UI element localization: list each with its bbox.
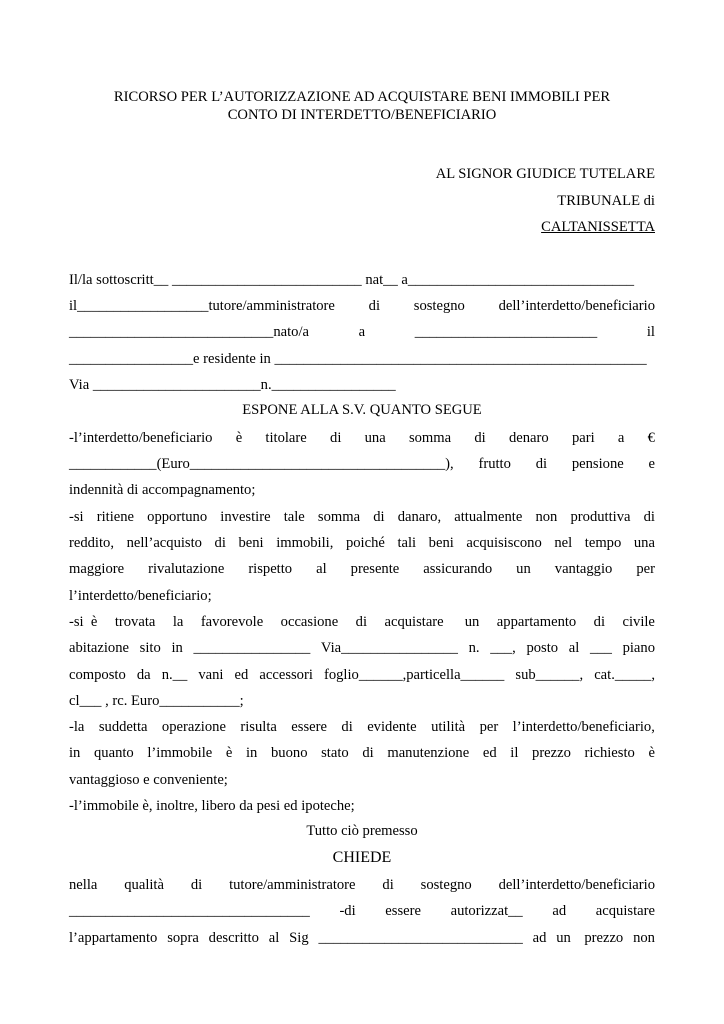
intro-line-3 [69, 323, 655, 341]
word: in [246, 745, 258, 761]
word: al [316, 561, 327, 577]
word: è [235, 430, 243, 446]
word: a [358, 324, 366, 340]
body-line-p2b [69, 534, 655, 552]
addressee-line-3: CALTANISSETTA [541, 219, 655, 235]
intro-line-2 [69, 297, 655, 315]
word: un [461, 614, 480, 630]
word: al [268, 930, 280, 946]
word: beni [238, 535, 264, 551]
word: operazione [161, 719, 226, 735]
word: ed [234, 667, 249, 683]
word: essere [291, 719, 327, 735]
word: abitazione [69, 640, 129, 656]
word: buono [271, 745, 308, 761]
body-line-p1c: indennità di accompagnamento; [69, 482, 256, 498]
word: sopra [167, 930, 199, 946]
word: descritto [208, 930, 259, 946]
word: di [341, 719, 353, 735]
word: sub______, [515, 667, 584, 683]
word: di [593, 614, 606, 630]
addressee-line-1: AL SIGNOR GIUDICE TUTELARE [435, 166, 655, 182]
word: l’appartamento [69, 930, 158, 946]
word: cat._____, [594, 667, 655, 683]
word: è [648, 745, 655, 761]
word: posto [526, 640, 559, 656]
word: acquistare [595, 903, 655, 919]
word: vantaggio [554, 561, 613, 577]
word: l’interdetto/beneficiario, [512, 719, 655, 735]
word: dell’interdetto/beneficiario [498, 877, 655, 893]
word: evidente [367, 719, 417, 735]
request-line-2 [69, 902, 655, 920]
word: ed [482, 745, 497, 761]
word: poiché [345, 535, 385, 551]
word: un [556, 930, 571, 946]
word: -la [69, 719, 85, 735]
word: autorizzat__ [450, 903, 523, 919]
word: una [633, 535, 655, 551]
word: frutto [478, 456, 511, 472]
word: prezzo [532, 745, 571, 761]
body-line-p1b [69, 455, 655, 473]
word: di [355, 614, 368, 630]
word: nel [554, 535, 573, 551]
word: a [617, 430, 625, 446]
word: suddetta [98, 719, 148, 735]
request-line-3 [69, 929, 655, 947]
word: vani [198, 667, 224, 683]
body-line-p4b [69, 744, 655, 762]
word: ________________ [193, 640, 311, 656]
word: di [535, 456, 548, 472]
word: l’immobile [147, 745, 213, 761]
word: -di [339, 903, 356, 919]
word: ritiene [96, 509, 135, 525]
word: _________________________________ [69, 903, 310, 919]
section-heading-espone: ESPONE ALLA S.V. QUANTO SEGUE [242, 402, 482, 418]
body-line-p3b [69, 639, 655, 657]
word: pensione [571, 456, 624, 472]
title-line-1: RICORSO PER L’AUTORIZZAZIONE AD ACQUISTARE BENI IMMOBILI PER [113, 89, 611, 105]
word: reddito, [69, 535, 114, 551]
word: richiesto [584, 745, 635, 761]
word: favorevole [200, 614, 264, 630]
word: di [382, 877, 394, 893]
word: acquistare [384, 614, 444, 630]
word: rivalutazione [148, 561, 225, 577]
word: ___ [589, 640, 612, 656]
intro-line-1: Il/la sottoscritt__ __________________________ nat__ a_______________________________ [69, 272, 635, 288]
word: sostegno [420, 877, 472, 893]
word: quanto [94, 745, 134, 761]
word: immobili, [276, 535, 334, 551]
word: ad [552, 903, 567, 919]
word: utilità [431, 719, 466, 735]
word: manutenzione [387, 745, 470, 761]
word: rispetto [248, 561, 293, 577]
word: un [516, 561, 531, 577]
word: civile [622, 614, 655, 630]
body-line-p3c [69, 666, 655, 684]
word: pari [571, 430, 595, 446]
word: -si [69, 509, 84, 525]
word: ____________________________nato/a [69, 324, 309, 340]
word: trovata [114, 614, 156, 630]
body-line-p3a [69, 613, 655, 631]
word: di [643, 509, 655, 525]
word: sito [139, 640, 161, 656]
word: investire [220, 509, 271, 525]
word: tali [397, 535, 417, 551]
word: piano [622, 640, 655, 656]
word: nell’acquisto [126, 535, 202, 551]
word: risulta [240, 719, 277, 735]
word: _________________________ [414, 324, 598, 340]
word: il [510, 745, 519, 761]
word: per [636, 561, 655, 577]
body-line-p2d: l’interdetto/beneficiario; [69, 588, 212, 604]
body-line-p1a [69, 429, 655, 447]
word: acquisiscono [466, 535, 542, 551]
word: € [647, 430, 655, 446]
word: dell’interdetto/beneficiario [498, 298, 655, 314]
body-line-p3d: cl___ , rc. Euro___________; [69, 693, 244, 709]
word: foglio______,particella______ [323, 667, 505, 683]
word: di [214, 535, 226, 551]
word: è [225, 745, 233, 761]
title-line-2: CONTO DI INTERDETTO/BENEFICIARIO [227, 107, 497, 123]
word: sostegno [413, 298, 465, 314]
addressee-line-2: TRIBUNALE di [557, 193, 655, 209]
word: essere [385, 903, 421, 919]
body-line-p2c [69, 560, 655, 578]
word: ____________(Euro___________________________________), [69, 456, 454, 472]
word: tempo [584, 535, 622, 551]
word: appartamento [496, 614, 577, 630]
word: stato [321, 745, 349, 761]
word: produttiva [570, 509, 631, 525]
word: non [633, 930, 655, 946]
word: una [364, 430, 386, 446]
word: al [568, 640, 580, 656]
word: ___, [490, 640, 516, 656]
body-line-p4a [69, 718, 655, 736]
word: maggiore [69, 561, 125, 577]
word: n.__ [161, 667, 188, 683]
word: nella [69, 877, 98, 893]
word: denaro [508, 430, 549, 446]
word: qualità [124, 877, 164, 893]
premise-text: Tutto ciò premesso [306, 823, 418, 839]
word: composto [69, 667, 126, 683]
word: il__________________tutore/amministratore [69, 298, 335, 314]
word: di [362, 745, 374, 761]
word: e [648, 456, 655, 472]
word: -l’interdetto/beneficiario [69, 430, 213, 446]
body-line-p2a [69, 508, 655, 526]
word: di [330, 430, 342, 446]
word: tale [283, 509, 305, 525]
word: per [479, 719, 499, 735]
word: tutore/amministratore [229, 877, 356, 893]
word: il [646, 324, 655, 340]
word: di [373, 509, 385, 525]
word: Sig [289, 930, 309, 946]
word: titolare [265, 430, 307, 446]
word: da [136, 667, 151, 683]
word: danaro, [397, 509, 442, 525]
word: Via________________ [320, 640, 458, 656]
word: assicurando [423, 561, 493, 577]
request-line-1 [69, 876, 655, 894]
word: ____________________________ [318, 930, 523, 946]
word: opportuno [147, 509, 208, 525]
word: la [172, 614, 184, 630]
body-line-p4c: vantaggioso e conveniente; [69, 772, 228, 788]
body-line-p5: -l’immobile è, inoltre, libero da pesi ed ipoteche; [69, 798, 355, 814]
word: di [474, 430, 486, 446]
word: presente [350, 561, 400, 577]
word: in [171, 640, 183, 656]
word: attualmente [454, 509, 523, 525]
word: ad [532, 930, 547, 946]
word: di [190, 877, 203, 893]
word: accessori [259, 667, 313, 683]
intro-line-4: _________________e residente in ___________________________________________________ [69, 351, 647, 367]
document-title [60, 88, 664, 124]
word: somma [408, 430, 452, 446]
word: beni [428, 535, 454, 551]
word: n. [468, 640, 480, 656]
section-heading-chiede: CHIEDE [332, 849, 392, 866]
intro-line-5: Via _______________________n._________________ [69, 377, 396, 393]
word: occasione [280, 614, 339, 630]
word: in [69, 745, 81, 761]
word: non [535, 509, 558, 525]
word: somma [317, 509, 361, 525]
word: prezzo [580, 930, 624, 946]
word: -si è [69, 614, 98, 630]
word: di [368, 298, 381, 314]
